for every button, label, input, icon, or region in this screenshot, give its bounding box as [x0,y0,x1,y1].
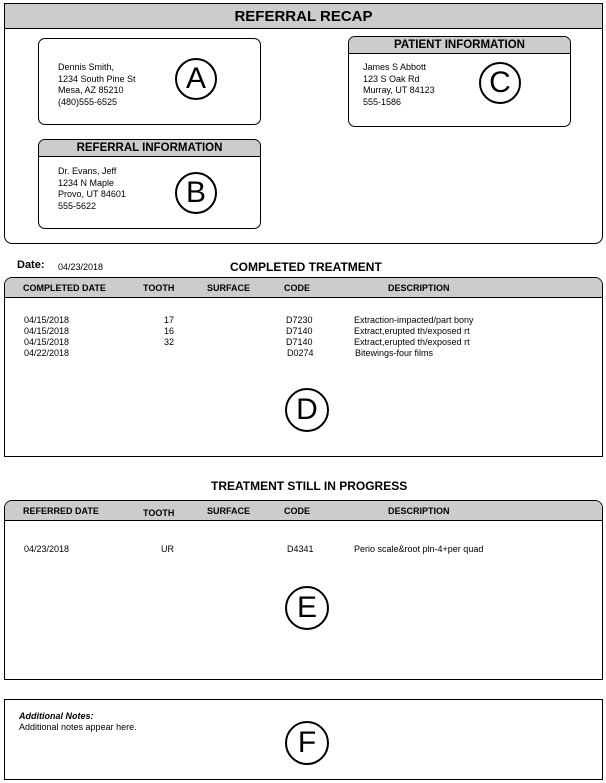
referrer-address: Dennis Smith, 1234 South Pine St Mesa, AZ 85210 (480)555-6525 [58,62,136,107]
table-row [5,337,602,348]
col-code: CODE [284,506,311,516]
table-row [5,544,602,555]
badge-c: C [479,62,521,104]
row-desc: Extract,erupted th/exposed rt [354,337,470,347]
col-tooth: TOOTH [143,508,175,518]
referral-header: REFERRAL INFORMATION [39,140,260,157]
completed-header-row [5,278,602,298]
row-date: 04/15/2018 [24,337,70,347]
patient-card [348,36,571,127]
row-code: D0274 [287,348,314,358]
col-completed-date: COMPLETED DATE [23,283,106,293]
referral-address: Dr. Evans, Jeff 1234 N Maple Provo, UT 84601 555-5622 [58,166,126,211]
col-description: DESCRIPTION [388,506,450,516]
row-desc: Extraction-impacted/part bony [354,315,474,325]
table-row [5,326,602,337]
row-tooth: 32 [164,337,175,347]
row-desc: Extract,erupted th/exposed rt [354,326,470,336]
col-surface: SURFACE [207,283,251,293]
col-tooth: TOOTH [143,283,175,293]
badge-e: E [285,586,329,630]
in-progress-table [4,500,603,680]
row-date: 04/15/2018 [24,315,70,325]
row-code: D4341 [287,544,314,554]
badge-d: D [285,388,329,432]
date-value: 04/23/2018 [58,262,104,272]
notes-label: Additional Notes: [19,711,94,721]
badge-a: A [175,58,217,100]
table-row [5,348,602,359]
col-description: DESCRIPTION [388,283,450,293]
row-desc: Perio scale&root pln-4+per quad [354,544,484,554]
notes-text: Additional notes appear here. [19,722,137,732]
completed-title: COMPLETED TREATMENT [230,260,382,274]
notes-panel [4,699,603,780]
completed-table [4,277,603,457]
row-tooth: 16 [164,326,175,336]
row-date: 04/22/2018 [24,348,70,358]
row-date: 04/15/2018 [24,326,70,336]
referral-card [38,139,261,229]
in-progress-header-row [5,501,602,521]
patient-address: James S Abbott 123 S Oak Rd Murray, UT 84123 555-1586 [363,62,435,107]
row-date: 04/23/2018 [24,544,70,554]
row-code: D7140 [286,337,313,347]
badge-f: F [285,721,329,765]
row-desc: Bitewings-four films [355,348,434,358]
table-row [5,315,602,326]
date-label: Date: [17,259,45,271]
col-code: CODE [284,283,311,293]
in-progress-title: TREATMENT STILL IN PROGRESS [211,479,408,493]
row-tooth: UR [161,544,174,554]
row-code: D7140 [286,326,313,336]
col-referred-date: REFERRED DATE [23,506,99,516]
row-code: D7230 [286,315,313,325]
patient-header: PATIENT INFORMATION [349,37,570,54]
row-tooth: 17 [164,315,175,325]
col-surface: SURFACE [207,506,251,516]
badge-b: B [175,172,217,214]
referrer-card [38,38,261,125]
recap-title: REFERRAL RECAP [5,4,602,29]
